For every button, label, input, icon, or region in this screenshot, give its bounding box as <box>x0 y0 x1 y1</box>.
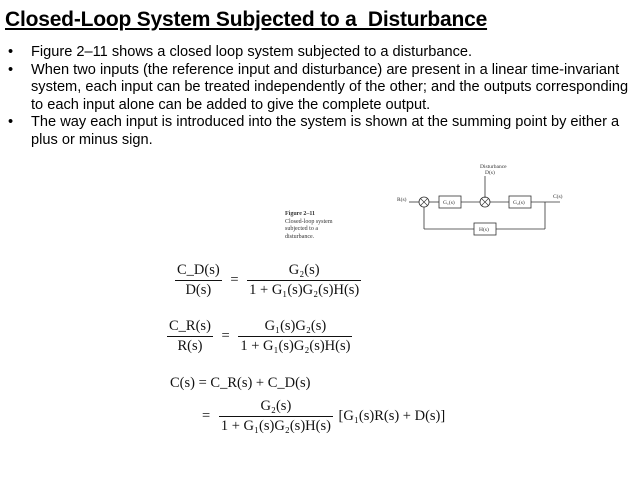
bullet-item <box>8 44 634 62</box>
equals-sign: = <box>221 328 230 344</box>
bullet-dot: • <box>8 44 14 60</box>
denominator: R(s) <box>177 338 203 354</box>
bullet-text: When two inputs (the reference input and disturbance) are present in a linear time-invariant system, each input can be treated independently of the other; and the outputs corresponding to each input alone can be added to give the complete output. <box>31 61 629 113</box>
equation-cr-over-r <box>167 318 352 355</box>
fraction <box>167 318 213 355</box>
bullet-item <box>8 114 634 149</box>
figure-caption-line: Closed-loop system <box>285 218 333 225</box>
equation-cd-over-d <box>175 262 361 299</box>
denominator: 1 + G₁(s)G₂(s)H(s) <box>220 418 331 434</box>
equals-sign: = <box>230 272 239 288</box>
equals-sign: = <box>202 408 211 424</box>
fraction <box>175 262 222 299</box>
denominator: 1 + G₁(s)G₂(s)H(s) <box>240 338 351 354</box>
slide-title: Closed-Loop System Subjected to a Disturbance <box>5 8 488 31</box>
bullet-item <box>8 62 634 115</box>
bullet-dot: • <box>8 61 14 78</box>
numerator: C_D(s) <box>175 262 222 281</box>
bracket-term: [G₁(s)R(s) + D(s)] <box>338 408 446 424</box>
g2-label: G₂(s) <box>513 200 525 206</box>
figure-caption-line: disturbance. <box>285 233 315 240</box>
bullet-dot: • <box>8 114 14 130</box>
numerator: G₂(s) <box>247 262 361 281</box>
equation-c-expanded <box>202 398 450 435</box>
numerator: G₂(s) <box>219 398 333 417</box>
bullet-text: The way each input is introduced into the system is shown at the summing point by either a plus or minus sign. <box>31 114 620 148</box>
numerator: C_R(s) <box>167 318 213 337</box>
disturbance-label: Disturbance <box>480 164 507 170</box>
figure-number: Figure 2–11 <box>285 211 316 217</box>
equation-c-sum: C(s) = C_R(s) + C_D(s) <box>170 375 311 391</box>
bullet-text: Figure 2–11 shows a closed loop system subjected to a disturbance. <box>31 44 473 60</box>
disturbance-symbol: D(s) <box>485 170 495 176</box>
h-label: H(s) <box>479 227 489 233</box>
denominator: D(s) <box>185 282 212 298</box>
bullet-list <box>8 44 634 149</box>
input-label: R(s) <box>397 197 407 203</box>
figure-caption <box>285 211 355 241</box>
output-label: C(s) <box>553 194 563 200</box>
g1-label: G₁(s) <box>443 200 455 206</box>
numerator: G₁(s)G₂(s) <box>238 318 352 337</box>
block-diagram <box>395 158 575 238</box>
fraction <box>238 318 352 355</box>
denominator: 1 + G₁(s)G₂(s)H(s) <box>249 282 360 298</box>
figure-caption-line: subjected to a <box>285 226 318 232</box>
fraction <box>247 262 361 299</box>
fraction <box>219 398 333 435</box>
